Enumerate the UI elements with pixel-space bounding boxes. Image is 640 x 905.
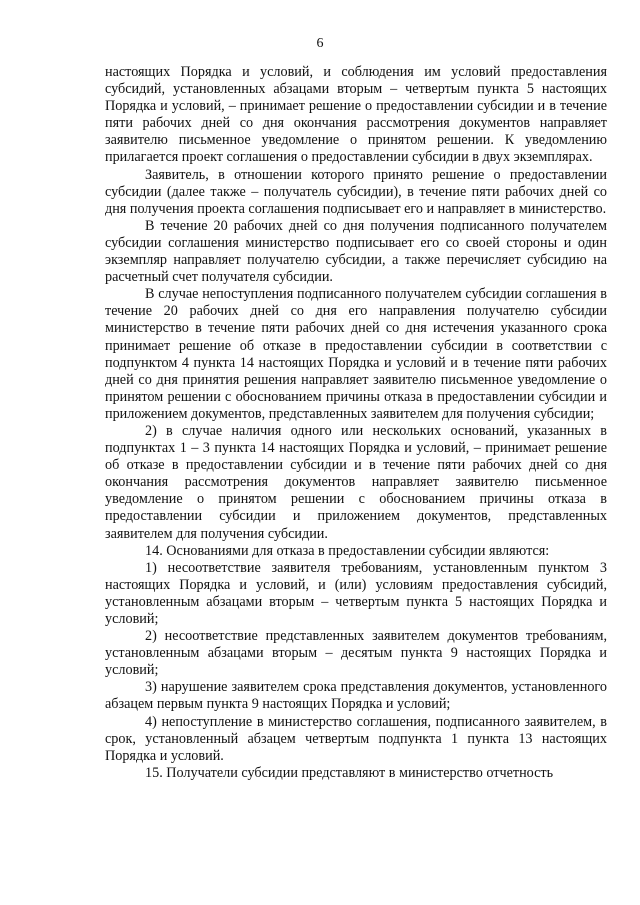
list-item-14-4: 4) непоступление в министерство соглашения, подписанного заявителем, в срок, установленный абзацем четвертым подпункта 1 пункта 13 настоящих Порядка и условий. (105, 713, 607, 764)
list-item-14-3: 3) нарушение заявителем срока представления документов, установленного абзацем первым пункта 9 настоящих Порядка и условий; (105, 679, 607, 713)
paragraph-applicant-signs: Заявитель, в отношении которого принято решение о предоставлении субсидии (далее также – получатель субсидии), в течение пяти рабочих дней со дня получения проекта соглашения подписывает его и направляет в министерство. (105, 166, 607, 217)
paragraph-non-receipt: В случае непоступления подписанного получателем субсидии соглашения в течение 20 рабочих дней со дня его направления получателю субсидии министерство в течение пяти рабочих дней со дня истечения указанного срока принимает решение об отказе в предоставлении субсидии в соответствии с подпунктом 4 пункта 14 настоящих Порядка и условий и в течение пяти рабочих дней со дня принятия решения направляет заявителю письменное уведомление о принятом решении с обоснованием причины отказа в предоставлении субсидии и приложением документов, представленных заявителем для получения субсидии; (105, 286, 607, 422)
page-number: 6 (316, 36, 324, 51)
list-item-14-2: 2) несоответствие представленных заявителем документов требованиям, установленным абзацами вторым – десятым пункта 9 настоящих Порядка и условий; (105, 628, 607, 679)
paragraph-section-15: 15. Получатели субсидии представляют в министерство отчетность (145, 764, 554, 781)
list-item-14-1: 1) несоответствие заявителя требованиям, установленным пунктом 3 настоящих Порядка и условий, и (или) условиям предоставления субсидий, установленным абзацами вторым – четвертым пункта 5 настоящих Порядка и условий; (105, 559, 607, 627)
paragraph-continuation: настоящих Порядка и условий, и соблюдения им условий предоставления субсидий, установленных абзацами вторым – четвертым пункта 5 настоящих Порядка и условий, – принимает решение о предоставлении субсидии и в течение пяти рабочих дней со дня окончания рассмотрения документов направляет заявителю письменное уведомление о принятом решении. К уведомлению прилагается проект соглашения о предоставлении субсидии в двух экземплярах. (105, 64, 607, 166)
paragraph-ministry-signs: В течение 20 рабочих дней со дня получения подписанного получателем субсидии соглашения министерство подписывает его со своей стороны и один экземпляр направляет получателю субсидии, а также перечисляет субсидию на расчетный счет получателя субсидии. (105, 217, 607, 286)
paragraph-section-14: 14. Основаниями для отказа в предоставлении субсидии являются: (145, 542, 550, 559)
paragraph-item-2-refusal: 2) в случае наличия одного или нескольких оснований, указанных в подпунктах 1 – 3 пункта 14 настоящих Порядка и условий, – принимает решение об отказе в предоставлении субсидии и в течение пяти рабочих дней со дня окончания рассмотрения документов направляет заявителю письменное уведомление о принятом решении с обоснованием причины отказа в предоставлении субсидии и приложением документов, представленных заявителем для получения субсидии. (105, 422, 607, 542)
document-body (105, 64, 607, 782)
